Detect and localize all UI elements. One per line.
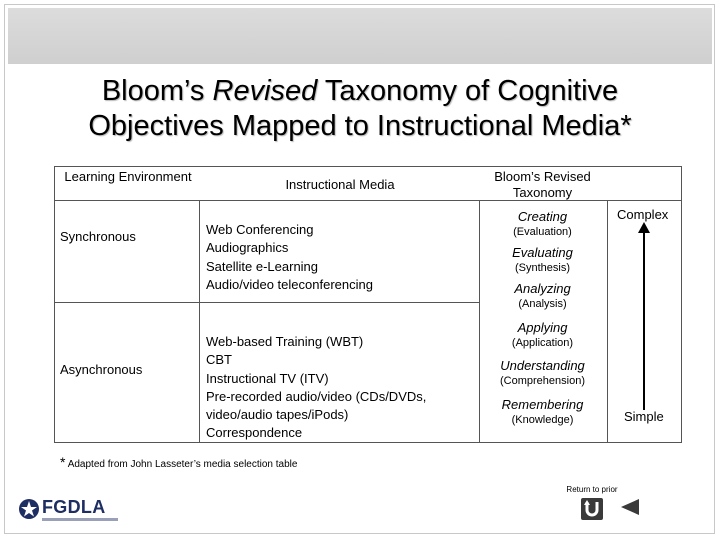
taxonomy-level-creating: Creating (Evaluation) [513,209,572,238]
header-row [54,166,682,202]
up-arrow-icon [634,222,654,412]
media-synchronous [199,200,481,304]
logo-subtitle-bar [42,518,118,521]
list-item: Audio/video teleconferencing [206,276,373,292]
logo-text: FGDLA [42,497,106,517]
list-item: Instructional TV (ITV) [206,370,329,386]
header-environment: Learning Environment [64,169,192,184]
taxonomy-level-remembering: Remembering (Knowledge) [501,397,584,426]
list-item: CBT [206,352,232,368]
row-synchronous [54,200,201,304]
previous-arrow-icon[interactable] [619,497,641,517]
scale-simple-label: Simple [624,409,664,424]
list-item: Web-based Training (WBT) [206,334,364,349]
media-list-synchronous [206,221,474,294]
footnote: * Adapted from John Lasseter’s media selection table [60,454,298,470]
star-emblem-icon [18,498,40,520]
return-icon[interactable] [580,497,604,521]
header-taxonomy: Bloom’s Revised Taxonomy [494,169,591,200]
slide-title: Bloom’s Revised Taxonomy of Cognitive Objectives Mapped to Instructional Media* [88,75,632,142]
row-asynchronous [54,302,201,443]
list-item: Web Conferencing [206,222,314,237]
scale-complex-label: Complex [617,207,669,222]
media-asynchronous [199,302,481,443]
list-item: Satellite e-Learning [206,258,319,274]
list-item: Pre-recorded audio/video (CDs/DVDs, video/audio tapes/iPods) [206,388,427,423]
media-list-asynchronous [206,333,468,443]
list-item: Correspondence [206,425,303,441]
taxonomy-level-evaluating: Evaluating (Synthesis) [512,245,573,274]
taxonomy-level-analyzing: Analyzing (Analysis) [514,281,571,310]
env-asynchronous: Asynchronous [60,362,143,377]
header-band [8,8,712,64]
taxonomy-level-understanding: Understanding (Comprehension) [500,358,585,387]
env-synchronous: Synchronous [60,229,136,244]
return-label: Return to prior [566,485,618,494]
list-item: Audiographics [206,240,289,256]
fgdla-logo [18,496,118,524]
taxonomy-level-applying: Applying (Application) [511,320,574,349]
header-media: Instructional Media [285,177,395,192]
